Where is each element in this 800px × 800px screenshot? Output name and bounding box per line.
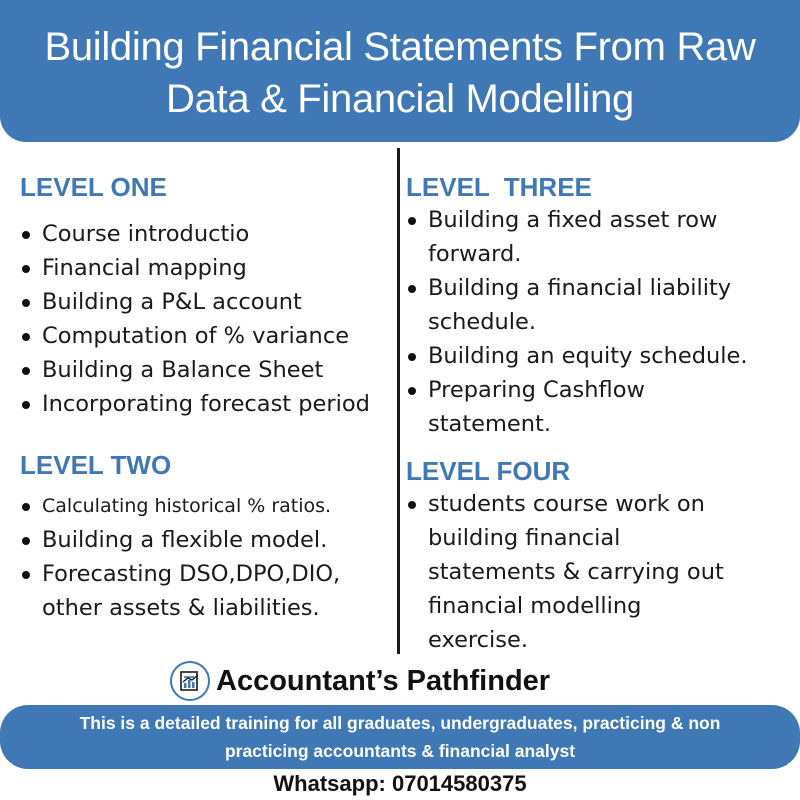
level-four-heading: LEVEL FOUR <box>406 456 571 486</box>
list-item: Course introductio <box>20 217 370 251</box>
list-item <box>406 373 748 441</box>
list-item-line: Forecasting DSO,DPO,DIO, <box>42 561 341 587</box>
level-two-section <box>20 450 340 625</box>
list-item-line: building financial <box>428 525 621 551</box>
page-title-line-1: Building Financial Statements From Raw <box>44 25 756 69</box>
level-three-heading: LEVEL THREE <box>406 172 592 202</box>
title-banner <box>0 0 800 142</box>
level-one-heading: LEVEL ONE <box>20 172 167 202</box>
level-three-section <box>406 172 748 441</box>
list-item-line: statements & carrying out <box>428 559 724 585</box>
list-item <box>406 271 748 339</box>
list-item-line: forward. <box>428 241 522 267</box>
level-three-list <box>406 203 748 441</box>
footer-description-line-1: This is a detailed training for all graduates, undergraduates, practicing & non <box>79 713 721 733</box>
footer-description-line-2: practicing accountants & financial analyst <box>224 741 576 761</box>
list-item-line: Building a fixed asset row <box>428 207 718 233</box>
list-item-line: schedule. <box>428 309 536 335</box>
list-item-line: other assets & liabilities. <box>42 595 320 621</box>
level-one-section <box>20 172 370 421</box>
list-item-line: Building a flexible model. <box>42 527 328 553</box>
list-item <box>20 523 340 557</box>
level-four-list <box>406 487 724 657</box>
list-item <box>406 339 748 373</box>
list-item-line: statement. <box>428 411 551 437</box>
level-four-section <box>406 456 724 657</box>
list-item: Building a P&L account <box>20 285 370 319</box>
list-item: Calculating historical % ratios. <box>20 489 340 523</box>
level-two-list <box>20 489 340 625</box>
brand-row <box>170 660 550 702</box>
column-divider <box>397 148 400 654</box>
list-item <box>406 203 748 271</box>
brand-name: Accountant’s Pathfinder <box>216 664 551 697</box>
level-one-list <box>20 217 370 421</box>
list-item-line: Building a financial liability <box>428 275 732 301</box>
list-item: Building a Balance Sheet <box>20 353 370 387</box>
list-item-line: exercise. <box>428 627 529 653</box>
list-item-line: financial modelling <box>428 593 642 619</box>
list-item <box>20 557 340 625</box>
list-item <box>406 487 724 657</box>
list-item: Incorporating forecast period <box>20 387 370 421</box>
list-item-line: Building an equity schedule. <box>428 343 748 369</box>
page-title-line-2: Data & Financial Modelling <box>165 77 634 121</box>
chart-document-icon <box>170 661 210 701</box>
list-item-line: Preparing Cashflow <box>428 377 645 403</box>
whatsapp-contact: Whatsapp: 07014580375 <box>273 771 527 796</box>
list-item: Financial mapping <box>20 251 370 285</box>
list-item: Computation of % variance <box>20 319 370 353</box>
level-two-heading: LEVEL TWO <box>20 450 172 480</box>
footer-band <box>0 705 800 769</box>
list-item-line: students course work on <box>428 491 705 517</box>
